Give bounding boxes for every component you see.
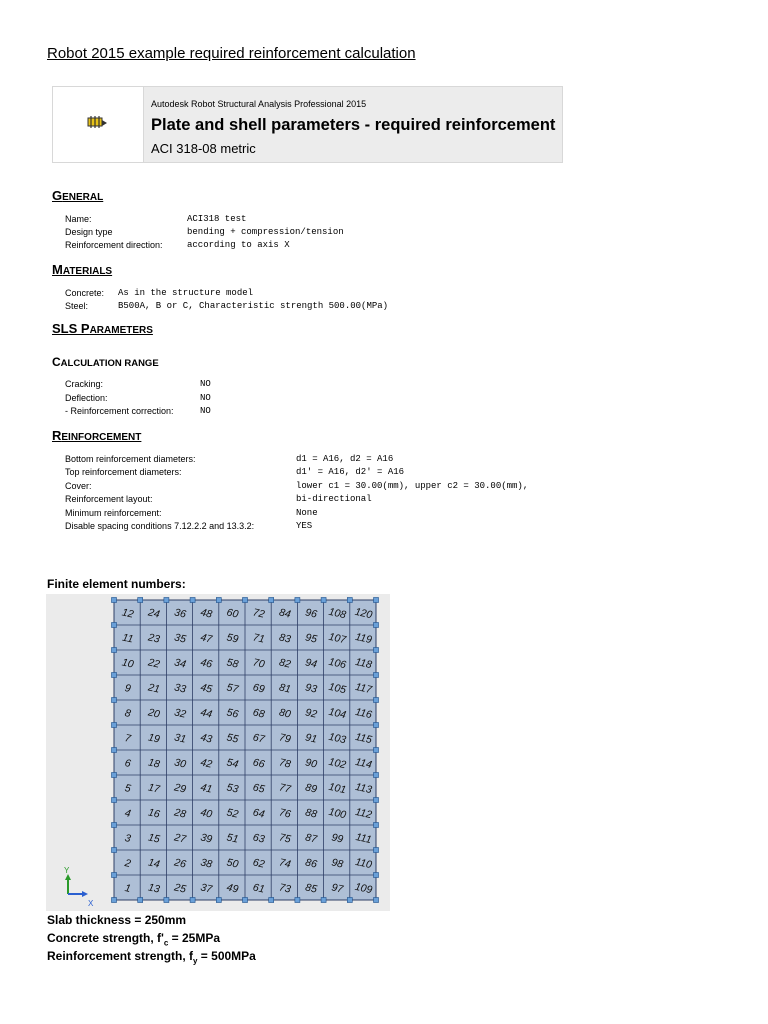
node-marker	[374, 823, 379, 828]
element-number: 59	[225, 631, 240, 646]
reinforcement-label: Top reinforcement diameters:	[65, 467, 182, 477]
element-number: 43	[199, 731, 214, 746]
node-marker	[112, 823, 117, 828]
reinforcement-strength	[47, 949, 256, 965]
element-number: 33	[173, 681, 188, 696]
element-number: 29	[173, 781, 188, 796]
element-number: 8	[123, 707, 132, 721]
element-number: 82	[277, 656, 292, 671]
axis-y-label: Y	[64, 866, 70, 875]
element-number: 49	[225, 881, 240, 896]
materials-value: B500A, B or C, Characteristic strength 500.00(MPa)	[118, 301, 389, 311]
element-number: 6	[123, 757, 132, 771]
node-marker	[347, 598, 352, 603]
element-number: 80	[277, 706, 292, 721]
element-number: 7	[123, 732, 132, 746]
element-number: 20	[146, 706, 161, 721]
fe-numbers-label: Finite element numbers:	[47, 577, 186, 591]
page-title: Robot 2015 example required reinforcement calculation	[47, 45, 416, 62]
element-number: 112	[354, 805, 373, 822]
element-number: 73	[277, 881, 292, 896]
node-marker	[269, 598, 274, 603]
general-value: ACI318 test	[187, 214, 247, 224]
reinforcement-value: None	[296, 508, 318, 518]
calc-range-value: NO	[200, 393, 211, 403]
element-number: 100	[327, 805, 348, 822]
element-number: 35	[173, 631, 188, 646]
element-number: 107	[327, 630, 348, 647]
concrete-strength-value: = 25MPa	[168, 931, 221, 945]
heading-initial: C	[52, 355, 61, 369]
element-number: 108	[327, 605, 348, 622]
reinforcement-label: Disable spacing conditions 7.12.2.2 and 13.3.2:	[65, 521, 255, 531]
element-number: 64	[251, 806, 266, 821]
node-marker	[243, 598, 248, 603]
node-marker	[112, 898, 117, 903]
element-number: 69	[251, 681, 266, 696]
node-marker	[216, 598, 221, 603]
heading-rest: ALCULATION RANGE	[60, 358, 159, 369]
element-number: 15	[146, 831, 161, 846]
element-number: 102	[327, 755, 348, 772]
element-number: 58	[225, 656, 240, 671]
node-marker	[374, 723, 379, 728]
element-number: 101	[327, 780, 348, 797]
element-number: 76	[277, 806, 292, 821]
element-number: 39	[199, 831, 214, 846]
reinforcement-value: d1' = A16, d2' = A16	[296, 467, 405, 477]
node-marker	[112, 773, 117, 778]
element-number: 74	[277, 856, 292, 871]
reinforcement-label: Cover:	[65, 481, 92, 491]
element-number: 32	[173, 706, 188, 721]
element-number: 37	[199, 881, 214, 896]
element-number: 21	[146, 681, 161, 696]
element-number: 54	[225, 756, 240, 771]
element-number: 5	[123, 782, 132, 796]
element-number: 10	[120, 656, 135, 671]
reinforcement-strength-text: Reinforcement strength, f	[47, 949, 194, 963]
node-marker	[112, 723, 117, 728]
element-number: 110	[354, 855, 373, 872]
node-marker	[295, 898, 300, 903]
calc-range-value: NO	[200, 406, 211, 416]
element-number: 71	[251, 631, 266, 646]
element-number: 95	[304, 631, 319, 646]
element-number: 53	[225, 781, 240, 796]
element-number: 119	[354, 630, 373, 647]
element-number: 26	[173, 856, 188, 871]
axis-x-label: X	[88, 899, 94, 908]
element-number: 31	[173, 731, 188, 746]
element-number: 30	[173, 756, 188, 771]
element-number: 103	[327, 730, 348, 747]
element-number: 86	[304, 856, 319, 871]
node-marker	[112, 873, 117, 878]
element-number: 83	[277, 631, 292, 646]
general-label: Design type	[65, 227, 113, 237]
element-number: 90	[304, 756, 319, 771]
element-number: 118	[354, 655, 373, 672]
element-number: 42	[199, 756, 214, 771]
reinforcement-value: lower c1 = 30.00(mm), upper c2 = 30.00(mm),	[296, 481, 529, 491]
element-number: 98	[330, 856, 345, 871]
heading-rest: EINFORCEMENT	[61, 432, 142, 443]
element-number: 70	[251, 656, 266, 671]
node-marker	[164, 598, 169, 603]
element-number: 104	[327, 705, 348, 722]
element-number: 13	[146, 881, 161, 896]
element-number: 23	[146, 631, 161, 646]
element-number: 99	[330, 831, 345, 846]
node-marker	[112, 673, 117, 678]
element-number: 4	[123, 807, 132, 821]
concrete-strength	[47, 931, 220, 947]
node-marker	[269, 898, 274, 903]
section-general-heading	[52, 188, 103, 203]
element-number: 24	[146, 606, 161, 621]
element-number: 109	[353, 880, 374, 897]
element-number: 84	[277, 606, 292, 621]
node-marker	[374, 648, 379, 653]
element-number: 85	[304, 881, 319, 896]
element-number: 56	[225, 706, 240, 721]
node-marker	[374, 598, 379, 603]
materials-label: Steel:	[65, 301, 89, 311]
node-marker	[112, 648, 117, 653]
node-marker	[243, 898, 248, 903]
calc-range-label: Cracking:	[65, 379, 104, 389]
element-number: 57	[225, 681, 240, 696]
element-number: 111	[354, 831, 373, 847]
element-number: 46	[199, 656, 214, 671]
node-marker	[112, 598, 117, 603]
element-number: 1	[123, 882, 132, 896]
element-number: 18	[146, 756, 161, 771]
node-marker	[112, 698, 117, 703]
element-number: 77	[277, 781, 292, 796]
element-number: 120	[353, 605, 374, 622]
element-number: 27	[173, 831, 188, 846]
element-number: 97	[330, 881, 345, 896]
app-name: Autodesk Robot Structural Analysis Professional 2015	[151, 99, 367, 109]
element-number: 38	[199, 856, 214, 871]
reinforcement-value: YES	[296, 521, 313, 531]
element-number: 91	[304, 731, 319, 746]
general-label: Name:	[65, 214, 92, 224]
element-number: 114	[354, 755, 373, 772]
axis-x-arrow	[82, 891, 88, 897]
element-number: 117	[354, 680, 373, 697]
element-number: 41	[199, 781, 214, 796]
design-code: ACI 318-08 metric	[151, 141, 256, 156]
element-number: 87	[304, 831, 319, 846]
node-marker	[112, 623, 117, 628]
node-marker	[374, 698, 379, 703]
element-number: 40	[199, 806, 214, 821]
heading-rest: ARAMETERS	[89, 325, 153, 336]
element-number: 66	[251, 756, 266, 771]
fe-grid-svg	[46, 594, 390, 911]
general-value: according to axis X	[187, 240, 290, 250]
node-marker	[374, 773, 379, 778]
fe-grid-view	[46, 594, 390, 911]
element-number: 116	[354, 705, 373, 722]
element-number: 2	[123, 857, 132, 871]
reinforcement-label: Minimum reinforcement:	[65, 508, 162, 518]
element-number: 92	[304, 706, 319, 721]
node-marker	[347, 898, 352, 903]
element-number: 50	[225, 856, 240, 871]
node-marker	[374, 873, 379, 878]
node-marker	[374, 898, 379, 903]
node-marker	[190, 898, 195, 903]
element-number: 22	[146, 656, 161, 671]
reinforcement-strength-sub: y	[193, 956, 198, 966]
reinforcement-strength-value: = 500MPa	[197, 949, 256, 963]
element-number: 17	[146, 781, 161, 796]
node-marker	[112, 798, 117, 803]
calc-range-value: NO	[200, 379, 211, 389]
element-number: 28	[173, 806, 188, 821]
general-label: Reinforcement direction:	[65, 240, 163, 250]
node-marker	[374, 848, 379, 853]
element-number: 106	[327, 655, 348, 672]
heading-initial: R	[52, 428, 62, 443]
element-number: 88	[304, 806, 319, 821]
element-number: 45	[199, 681, 214, 696]
element-number: 75	[277, 831, 292, 846]
slab-reinforcement-icon	[86, 114, 108, 130]
node-marker	[190, 598, 195, 603]
element-number: 61	[251, 881, 266, 896]
element-number: 55	[225, 731, 240, 746]
element-number: 78	[277, 756, 292, 771]
element-number: 19	[146, 731, 161, 746]
element-number: 44	[199, 706, 214, 721]
element-number: 72	[251, 606, 266, 621]
node-marker	[374, 673, 379, 678]
element-number: 105	[327, 680, 348, 697]
element-number: 94	[304, 656, 319, 671]
slab-thickness: Slab thickness = 250mm	[47, 913, 187, 927]
node-marker	[138, 898, 143, 903]
materials-value: As in the structure model	[118, 288, 254, 298]
element-number: 113	[354, 780, 373, 797]
element-number: 79	[277, 731, 292, 746]
element-number: 60	[225, 606, 240, 621]
element-number: 16	[146, 806, 161, 821]
element-number: 52	[225, 806, 240, 821]
heading-initial: G	[52, 188, 63, 203]
element-number: 47	[199, 631, 214, 646]
node-marker	[374, 798, 379, 803]
section-sls-heading	[52, 321, 153, 336]
element-number: 68	[251, 706, 266, 721]
element-number: 81	[277, 681, 292, 696]
heading-rest: ENERAL	[62, 192, 104, 203]
node-marker	[112, 748, 117, 753]
node-marker	[112, 848, 117, 853]
element-number: 3	[123, 832, 132, 846]
section-reinforcement-heading	[52, 428, 141, 443]
element-number: 67	[251, 731, 266, 746]
banner-icon-box	[53, 87, 144, 162]
node-marker	[374, 748, 379, 753]
node-marker	[216, 898, 221, 903]
element-number: 65	[251, 781, 266, 796]
calc-range-label: - Reinforcement correction:	[65, 406, 174, 416]
heading-rest: ATERIALS	[62, 266, 113, 277]
element-number: 36	[173, 606, 188, 621]
element-number: 96	[304, 606, 319, 621]
reinforcement-value: bi-directional	[296, 494, 372, 504]
materials-label: Concrete:	[65, 288, 105, 298]
calc-range-label: Deflection:	[65, 393, 108, 403]
section-calc-range-heading	[52, 355, 159, 369]
general-value: bending + compression/tension	[187, 227, 344, 237]
element-number: 25	[173, 881, 188, 896]
element-number: 62	[251, 856, 266, 871]
element-number: 14	[146, 856, 161, 871]
element-number: 89	[304, 781, 319, 796]
node-marker	[321, 598, 326, 603]
node-marker	[321, 898, 326, 903]
reinforcement-label: Bottom reinforcement diameters:	[65, 454, 196, 464]
element-number: 34	[173, 656, 188, 671]
heading-initial: M	[52, 262, 63, 277]
section-materials-heading	[52, 262, 112, 277]
element-number: 51	[225, 831, 240, 846]
node-marker	[295, 598, 300, 603]
reinforcement-label: Reinforcement layout:	[65, 494, 153, 504]
element-number: 48	[199, 606, 214, 621]
report-banner	[52, 86, 563, 163]
node-marker	[374, 623, 379, 628]
node-marker	[138, 598, 143, 603]
element-number: 11	[121, 631, 135, 646]
node-marker	[164, 898, 169, 903]
element-number: 93	[304, 681, 319, 696]
concrete-strength-text: Concrete strength, f'	[47, 931, 164, 945]
concrete-strength-sub: c	[163, 938, 169, 948]
element-number: 63	[251, 831, 266, 846]
report-heading: Plate and shell parameters - required reinforcement	[151, 116, 556, 134]
heading-initial: SLS P	[52, 321, 90, 336]
element-number: 115	[354, 730, 373, 747]
reinforcement-value: d1 = A16, d2 = A16	[296, 454, 394, 464]
element-number: 12	[120, 606, 135, 621]
element-number: 9	[123, 682, 132, 696]
